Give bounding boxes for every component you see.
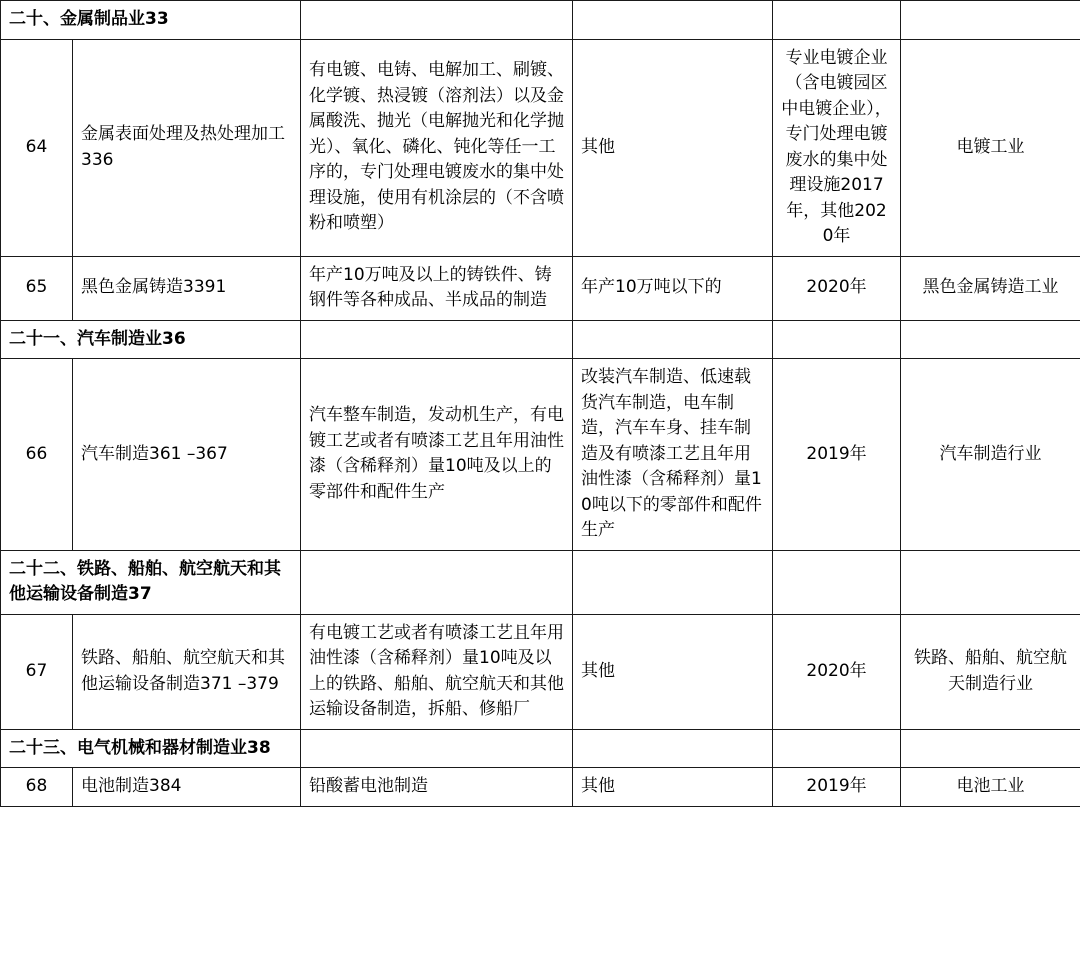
row-deadline: 专业电镀企业（含电镀园区中电镀企业），专门处理电镀废水的集中处理设施2017年，其他2020年 — [773, 39, 901, 256]
row-industry: 黑色金属铸造工业 — [901, 256, 1080, 320]
row-industry: 汽车制造行业 — [901, 359, 1080, 551]
table-row — [1, 359, 1080, 551]
section-blank-cell — [301, 550, 573, 614]
row-included: 有电镀、电铸、电解加工、刷镀、化学镀、热浸镀（溶剂法）以及金属酸洗、抛光（电解抛光和化学抛光）、氧化、磷化、钝化等任一工序的，专门处理电镀废水的集中处理设施，使用有机涂层的（不含喷粉和喷塑） — [301, 39, 573, 256]
section-blank-cell — [301, 729, 573, 768]
row-category: 金属表面处理及热处理加工336 — [73, 39, 301, 256]
section-blank-cell — [573, 729, 773, 768]
section-blank-cell — [573, 1, 773, 40]
row-excluded: 改装汽车制造、低速载货汽车制造，电车制造，汽车车身、挂车制造及有喷漆工艺且年用油性漆（含稀释剂）量10吨以下的零部件和配件生产 — [573, 359, 773, 551]
row-included: 铅酸蓄电池制造 — [301, 768, 573, 807]
section-blank-cell — [773, 320, 901, 359]
row-number: 68 — [1, 768, 73, 807]
section-blank-cell — [773, 729, 901, 768]
row-number: 66 — [1, 359, 73, 551]
table-section-row — [1, 550, 1080, 614]
section-label: 二十一、汽车制造业36 — [1, 320, 301, 359]
table-section-row — [1, 320, 1080, 359]
section-blank-cell — [301, 320, 573, 359]
table-row — [1, 614, 1080, 729]
row-included: 年产10万吨及以上的铸铁件、铸钢件等各种成品、半成品的制造 — [301, 256, 573, 320]
row-number: 64 — [1, 39, 73, 256]
row-deadline: 2020年 — [773, 256, 901, 320]
row-included: 有电镀工艺或者有喷漆工艺且年用油性漆（含稀释剂）量10吨及以上的铁路、船舶、航空航天和其他运输设备制造，拆船、修船厂 — [301, 614, 573, 729]
section-blank-cell — [901, 1, 1080, 40]
row-excluded: 其他 — [573, 614, 773, 729]
section-label: 二十、金属制品业33 — [1, 1, 301, 40]
section-blank-cell — [573, 550, 773, 614]
section-blank-cell — [901, 729, 1080, 768]
section-label: 二十三、电气机械和器材制造业38 — [1, 729, 301, 768]
section-blank-cell — [301, 1, 573, 40]
row-industry: 电池工业 — [901, 768, 1080, 807]
table-section-row — [1, 729, 1080, 768]
row-category: 汽车制造361 –367 — [73, 359, 301, 551]
row-deadline: 2019年 — [773, 768, 901, 807]
row-number: 65 — [1, 256, 73, 320]
row-number: 67 — [1, 614, 73, 729]
row-excluded: 年产10万吨以下的 — [573, 256, 773, 320]
row-category: 黑色金属铸造3391 — [73, 256, 301, 320]
row-excluded: 其他 — [573, 39, 773, 256]
section-blank-cell — [573, 320, 773, 359]
section-blank-cell — [901, 550, 1080, 614]
row-industry: 铁路、船舶、航空航天制造行业 — [901, 614, 1080, 729]
row-industry: 电镀工业 — [901, 39, 1080, 256]
section-label: 二十二、铁路、船舶、航空航天和其他运输设备制造37 — [1, 550, 301, 614]
row-deadline: 2020年 — [773, 614, 901, 729]
table-row — [1, 39, 1080, 256]
row-excluded: 其他 — [573, 768, 773, 807]
section-blank-cell — [901, 320, 1080, 359]
row-category: 铁路、船舶、航空航天和其他运输设备制造371 –379 — [73, 614, 301, 729]
table-section-row — [1, 1, 1080, 40]
section-blank-cell — [773, 550, 901, 614]
row-included: 汽车整车制造，发动机生产，有电镀工艺或者有喷漆工艺且年用油性漆（含稀释剂）量10吨及以上的零部件和配件生产 — [301, 359, 573, 551]
row-deadline: 2019年 — [773, 359, 901, 551]
table-row — [1, 768, 1080, 807]
row-category: 电池制造384 — [73, 768, 301, 807]
table-row — [1, 256, 1080, 320]
section-blank-cell — [773, 1, 901, 40]
